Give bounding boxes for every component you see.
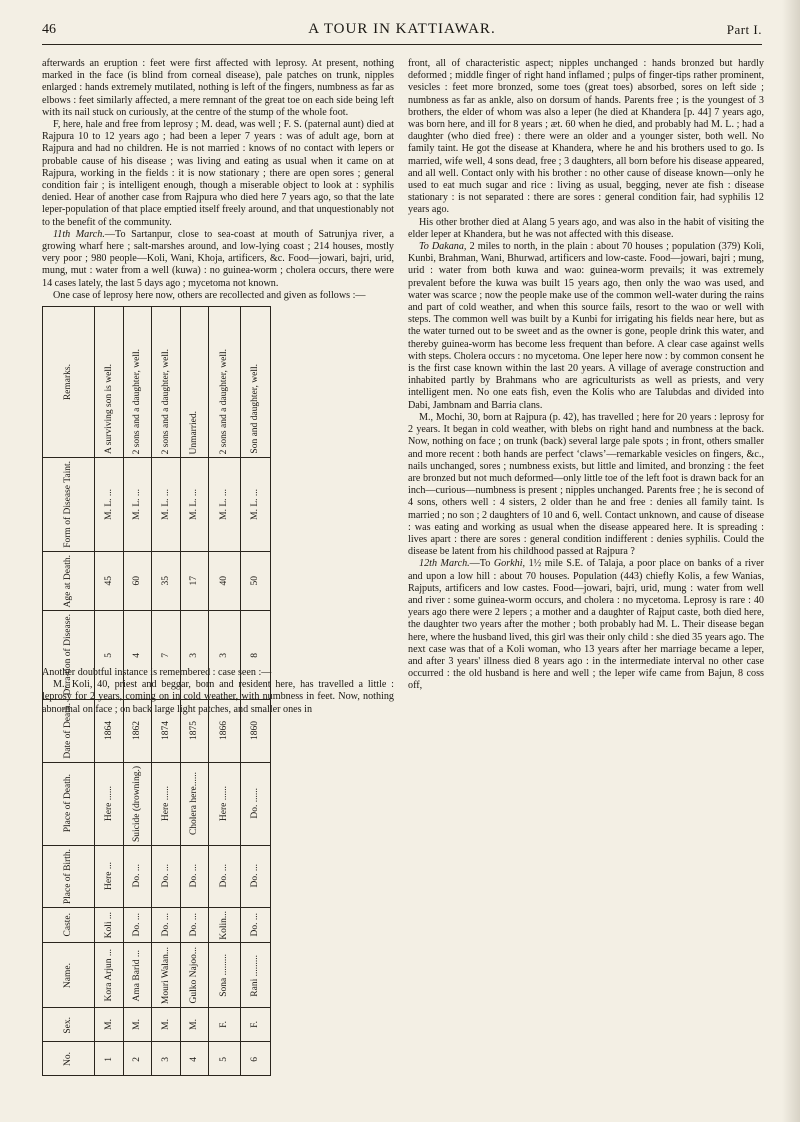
place-gorkhi: Gorkhi, — [493, 558, 526, 570]
table-cell — [152, 551, 181, 611]
table-cell-value: Do. ... — [189, 913, 199, 937]
table-header-label: Dura-tion of Disease. — [63, 614, 73, 696]
table-cell — [152, 907, 181, 943]
table-cell — [241, 1042, 271, 1076]
left-paragraph-1: afterwards an eruption : feet were first affected with leprosy. At present, nothing marked in the face (is blind from corneal disease), pale patches on trunk, nipples enlarged : hands extremely mutilated, nothing is left of the fingers, numbness as far as elbows : feet similarly affected, a mere remnant of the great toe on each side being left with its nail stuck on curiously, at the centre of the stump of the whole foot. — [42, 58, 394, 118]
table-cell-value: M. — [189, 1019, 199, 1031]
place-dakana: To Dakana, — [419, 241, 467, 253]
table-cell — [95, 611, 124, 700]
table-cell-value: 5 — [219, 1056, 229, 1062]
table-cell-value: 1864 — [103, 721, 114, 741]
table-cell-value: 2 — [132, 1056, 142, 1062]
table-field-row — [43, 611, 395, 700]
left-paragraph-2: F, here, hale and free from leprosy ; M. dead, was well ; F. S. (paternal aunt) died at Rajpura 10 to 12 years ago ; had been a leper 7 years : was of adult age, born at Rajpura and had no children. He is not married : knows of no contact with lepers or probable cause of his disease ; was living and eating as usual when it came on at Rajpura, working in the fields : it is now stationary ; there are open sores ; general condition fair ; is intelligent enough, though a miserable object to look at : syphilis denied. Hear of another case from Rajpura who died here 7 years ago, so that the late leper-population of that place emptied itself freely around, and that unquestionably not to the benefit of the community. — [42, 119, 394, 228]
table-cell — [209, 307, 241, 458]
table-header-cell — [43, 1008, 95, 1042]
table-cell — [209, 907, 241, 943]
table-cell-value: Ama Barid ... — [132, 949, 142, 1002]
table-cell — [181, 845, 209, 907]
table-cell-value: M. L. ... — [189, 489, 199, 520]
table-cell-value: 3 — [160, 1056, 171, 1062]
table-cell-value: 50 — [250, 576, 260, 586]
table-cell-value: 1866 — [219, 721, 229, 741]
table-cell-value: 1860 — [250, 721, 260, 741]
table-cell-value: 17 — [189, 576, 199, 586]
table-cell — [152, 611, 181, 700]
table-cell-value: 1862 — [132, 721, 142, 741]
table-cell-value: 1874 — [160, 721, 171, 741]
left-paragraph-4: One case of leprosy here now, others are recollected and given as follows :— — [53, 289, 366, 301]
table-header-label: Remarks. — [63, 363, 73, 401]
table-cell-value: Do. ... — [132, 913, 142, 937]
table-cell-value: Do. ... — [250, 864, 260, 888]
table-cell — [241, 307, 271, 458]
table-field-row — [43, 1042, 395, 1076]
table-cell-value: Gulko Najoo... — [189, 947, 199, 1004]
scan-edge-shadow — [782, 0, 800, 1122]
table-cell — [209, 551, 241, 611]
left-paragraph-3: 11th March.—To Sartanpur, close to sea-coast at mouth of Satrunjya river, a growing wharf here ; salt-marshes around, and low-lying coast ; 214 houses, mostly very poor ; 980 people—Koli, Wani, Khoja, artificers, &c. Food—jowari, bajri, urid, mung, mut : water from a well (kuwa) : no guinea-worm ; cholera occurs, there were 14 cases lately, the last 5 days ago ; mycetoma not known. — [42, 228, 394, 289]
table-cell — [181, 762, 209, 845]
table-field-row — [43, 907, 395, 943]
left-paragraph-6: M., Koli, 40, priest and beggar, born and resident here, has travelled a little : leprosy for 2 years, coming on in cold weather, with numbness in feet. Now, nothing abnormal on face ; on back large light patches, and smaller ones in — [42, 679, 394, 715]
table-field-row — [43, 762, 395, 845]
table-cell — [95, 699, 124, 762]
table-cell — [181, 1042, 209, 1076]
table-cell-value: 40 — [219, 576, 229, 586]
table-cell-value: Kora Arjun ... — [103, 949, 114, 1002]
table-field-row — [43, 458, 395, 552]
table-cell-value: F. — [250, 1021, 260, 1029]
table-header-cell — [43, 699, 95, 762]
table-cell-value: 45 — [103, 576, 114, 586]
table-cell — [124, 907, 152, 943]
table-cell — [124, 943, 152, 1008]
table-cell — [152, 845, 181, 907]
table-cell — [152, 458, 181, 552]
table-cell-value: M. — [103, 1019, 114, 1031]
table-cell-value: Sona ......... — [219, 954, 229, 997]
table-cell — [95, 458, 124, 552]
table-cell-value: M. L. ... — [132, 489, 142, 520]
table-cell-value: M. L. ... — [103, 489, 114, 520]
table-cell — [181, 943, 209, 1008]
table-cell-value: 2 sons and a daughter, well. — [132, 348, 142, 455]
right-paragraph-1: front, all of characteristic aspect; nipples unchanged : hands bronzed but hardly deformed ; middle finger of right hand inflamed ; pulps of finger-tips rather prominent, vesicles : feet more bronzed, some toes (great toes) absorbed, sores on left side ; numbness as far as ankle, also on dorsum of hands. Parents free ; is the youngest of 3 brothers, the elder of whom was also a leper (he died at Khandera [p. 44] 7 years ago, was born here, and ill for 8 years ; æt. 60 when he died, and probably had M. L. ; had a daughter (who died free) : there were an older and a younger sister, both well. No family taint. He got the disease at Khandera, where he and his brothers used to go. Is married, wife well, 4 sons dead, free ; 3 daughters, all born before his disease appeared, and all well. Contact only with his brother : no other cause of disease known—only he used to eat much sugar and rice : living as usual, begging, never ate fish : disease stationary : is not separated : there are sores : general condition fair, had syphilis 12 years ago. — [408, 58, 764, 216]
right-paragraph-5: 12th March.—To Gorkhi, 1½ mile S.E. of Talaja, a poor place on banks of a river and upon a low hill : about 70 houses. Population (443) chiefly Kolis, a few Wanias, Rajputs, artificers and low castes. Food—jowari, bajri, urid, mung : water from well and river : some guinea-worm occurs, and cholera : no mycetoma. Leprosy is rare : 40 years ago there were 2 lepers ; a mother and a daughter of Rajput caste, both died here, the daughter two years after the mother ; both probably had M. L. Their disease began here, where the husband lived, this girl was their only child : she died 35 years ago. The next case was that of a Koli woman, who 13 years after her marriage became a leper, and after 3 years' illness died 8 years ago : in the intermediate interval no other case occurred : the old husband is here and well ; the leper wife came from Bajun, 8 coss off, — [408, 558, 764, 692]
table-header-cell — [43, 611, 95, 700]
date-12th-march: 12th March. — [419, 558, 470, 570]
table-cell — [241, 551, 271, 611]
table-cell-value: Do. ... — [250, 913, 260, 937]
table-header-cell — [43, 762, 95, 845]
table-cell-value: Here ...... — [160, 785, 171, 822]
table-header-label: Place of Death. — [63, 774, 73, 833]
table-cell-value: Do. ...... — [250, 788, 260, 819]
table-cell — [152, 1042, 181, 1076]
left-column — [42, 58, 394, 1066]
table-cell-value: M. L. ... — [219, 489, 229, 520]
table-header-label: Place of Birth. — [63, 848, 73, 904]
table-cell — [152, 943, 181, 1008]
table-cell-value: M. L. ... — [250, 489, 260, 520]
table-cell — [124, 458, 152, 552]
right-column — [408, 58, 764, 693]
table-cell — [152, 699, 181, 762]
table-cell-value: 4 — [132, 652, 142, 658]
table-cell-value: 8 — [250, 652, 260, 658]
table-cell-value: 3 — [219, 652, 229, 658]
table-cell — [124, 551, 152, 611]
table-cell — [95, 307, 124, 458]
page-number: 46 — [42, 22, 56, 37]
table-cell — [181, 307, 209, 458]
table-cell — [124, 307, 152, 458]
table-cell-value: Rani ......... — [250, 954, 260, 997]
table-cell-value: 2 sons and a daughter, well. — [219, 348, 229, 455]
table-cell — [209, 699, 241, 762]
table-cell-value: Cholera here...... — [189, 771, 199, 836]
table-cell-value: Kolin... — [219, 910, 229, 940]
part-label: Part I. — [726, 22, 762, 37]
table-cell — [181, 458, 209, 552]
table-cell — [95, 1008, 124, 1042]
table-cell — [95, 551, 124, 611]
table-cell — [209, 1042, 241, 1076]
running-title: A TOUR IN KATTIAWAR. — [308, 21, 496, 37]
table-cell — [152, 762, 181, 845]
left-paragraph-5: Another doubtful instance is remembered : case seen :— — [42, 667, 272, 679]
table-cell-value: Suicide (drowning.) — [132, 765, 142, 842]
table-cell — [124, 762, 152, 845]
table-cell-value: 6 — [250, 1056, 260, 1062]
table-header-label: Caste. — [63, 913, 73, 937]
table-cell — [152, 307, 181, 458]
table-cell-value: Unmarried. — [189, 410, 199, 455]
table-cell — [209, 611, 241, 700]
table-cell-value: Son and daughter, well. — [250, 364, 260, 455]
table-cell-value: Here ... — [103, 862, 114, 891]
table-field-row — [43, 943, 395, 1008]
table-cell-value: F. — [219, 1021, 229, 1029]
table-cell — [124, 611, 152, 700]
table-cell — [124, 1042, 152, 1076]
table-cell-value: Here ...... — [219, 785, 229, 822]
table-cell — [181, 907, 209, 943]
table-header-cell — [43, 458, 95, 552]
table-cell-value: Do. ... — [160, 864, 171, 888]
table-cell-value: Koli ... — [103, 911, 114, 939]
table-header-label: Date of Death. — [63, 702, 73, 759]
table-cell — [209, 1008, 241, 1042]
table-cell-value: M. — [160, 1019, 171, 1031]
table-cell-value: 5 — [103, 652, 114, 658]
table-cell-value: 3 — [189, 652, 199, 658]
table-cell — [181, 611, 209, 700]
table-header-cell — [43, 907, 95, 943]
table-cell — [95, 762, 124, 845]
table-cell — [95, 1042, 124, 1076]
right-paragraph-4: M., Mochi, 30, born at Rajpura (p. 42), has travelled ; here for 20 years : leprosy for 2 years. It began in cold weather, with blebs on right hand and numbness at the back. Now, nothing on face ; on trunk (back) several large pale spots ; in front, others smaller and more recent : both hands are perfect ‘claws’—remarkable vesicles on fingers, &c., nails unchanged, sores ; numbness exists, but little and limited, and bronzing : the feet are bronzed but not much deformed—only little toe of the left foot is drawn back for an inch—curious—numbness is present ; nipples unchanged. Parents free ; he is second of 4 sons, others well : 4 sisters, 2 older than he and free : denies all family taint. Is married ; no son ; 2 daughters of 10 and 6, well. Contact unknown, and cause of disease : was eating and working as usual when the disease appeared here. It is spreading : lives apart : there are sores : general condition indifferent : denies syphilis. Could the disease be latent from his childhood passed at Rajpura ? — [408, 411, 764, 558]
table-cell — [181, 551, 209, 611]
page-header — [42, 18, 762, 45]
table-field-row — [43, 551, 395, 611]
table-header-cell — [43, 943, 95, 1008]
table-cell — [209, 762, 241, 845]
table-cell-value: Do. ... — [219, 864, 229, 888]
table-cell — [181, 1008, 209, 1042]
table-cell — [241, 845, 271, 907]
table-cell — [241, 611, 271, 700]
table-cell-value: Do. ... — [189, 864, 199, 888]
table-cell-value: 7 — [160, 652, 171, 658]
table-header-cell — [43, 845, 95, 907]
table-cell-value: 60 — [132, 576, 142, 586]
table-field-row — [43, 699, 395, 762]
date-11th-march: 11th March. — [53, 228, 105, 240]
table-cell — [241, 458, 271, 552]
table-cell — [241, 943, 271, 1008]
table-field-row — [43, 307, 395, 458]
table-cell-value: Do. ... — [160, 913, 171, 937]
table-header-cell — [43, 1042, 95, 1076]
table-field-row — [43, 1008, 395, 1042]
table-cell — [241, 1008, 271, 1042]
table-cell-value: A surviving son is well. — [103, 364, 114, 455]
table-cell — [95, 943, 124, 1008]
table-cell — [241, 699, 271, 762]
table-cell-value: Mouri Walan... — [160, 946, 171, 1004]
table-cell — [95, 907, 124, 943]
table-cell — [124, 1008, 152, 1042]
table-cell-value: M. — [132, 1019, 142, 1031]
table-cell-value: Here ...... — [103, 785, 114, 822]
table-cell — [152, 1008, 181, 1042]
table-header-label: No. — [63, 1051, 73, 1066]
table-cell-value: 4 — [189, 1056, 199, 1062]
table-cell — [124, 699, 152, 762]
right-paragraph-3: To Dakana, 2 miles to north, in the plain : about 70 houses ; population (379) Koli, Kunbi, Brahman, Wani, Bhurwad, artificers and low-caste. Food—jowari, bajri ; mung, urid : water from both kuwa and wao: guinea-worm prevails; it was extremely prevalent before the kuwa was built 15 years ago, then only the wao was used, and water was scarce ; now the people make use of the common well-water during the rains and part of cold weather, and when this source fails, resort to the wao or well with steps. The common well was built by a Kunbi for irrigating his fields near here, but as the water turned out to be sweet and as the owner is gone, people drink this water, and thereby guinea-worm has become less frequent than before. A clear case against wells with steps. Cholera occurs : no mycetoma. One leper here now : by common consent he is the first case known within the last 20 years. A village of average construction and inhabited partly by Brahmans who are agriculturists as well as priests, and very intelligent men. No one eats fish, even the Kolis who are Talubdas and divided into Dabi, Jambnam and Barria clans. — [408, 241, 764, 411]
table-cell — [124, 845, 152, 907]
table-cell-value: Do. ... — [132, 864, 142, 888]
table-cell — [95, 845, 124, 907]
table-header-cell — [43, 551, 95, 611]
table-cell — [181, 699, 209, 762]
table-cell — [209, 458, 241, 552]
table-cell — [209, 943, 241, 1008]
table-field-row — [43, 845, 395, 907]
table-cell-value: 1 — [103, 1056, 114, 1062]
table-cell — [209, 845, 241, 907]
table-cell — [241, 907, 271, 943]
table-cell-value: 35 — [160, 576, 171, 586]
table-header-label: Age at Death. — [63, 554, 73, 608]
table-cell-value: M. L. ... — [160, 489, 171, 520]
table-cell — [241, 762, 271, 845]
right-paragraph-2: His other brother died at Alang 5 years ago, and was also in the habit of visiting the elder leper at Khandera, but he was not affected with this disease. — [408, 216, 764, 240]
table-cell-value: 2 sons and a daughter, well. — [160, 348, 171, 455]
table-header-label: Form of Disease Taint. — [63, 461, 73, 548]
table-header-cell — [43, 307, 95, 458]
table-header-label: Sex. — [63, 1016, 73, 1034]
table-cell-value: 1875 — [189, 721, 199, 741]
table-header-label: Name. — [63, 962, 73, 988]
